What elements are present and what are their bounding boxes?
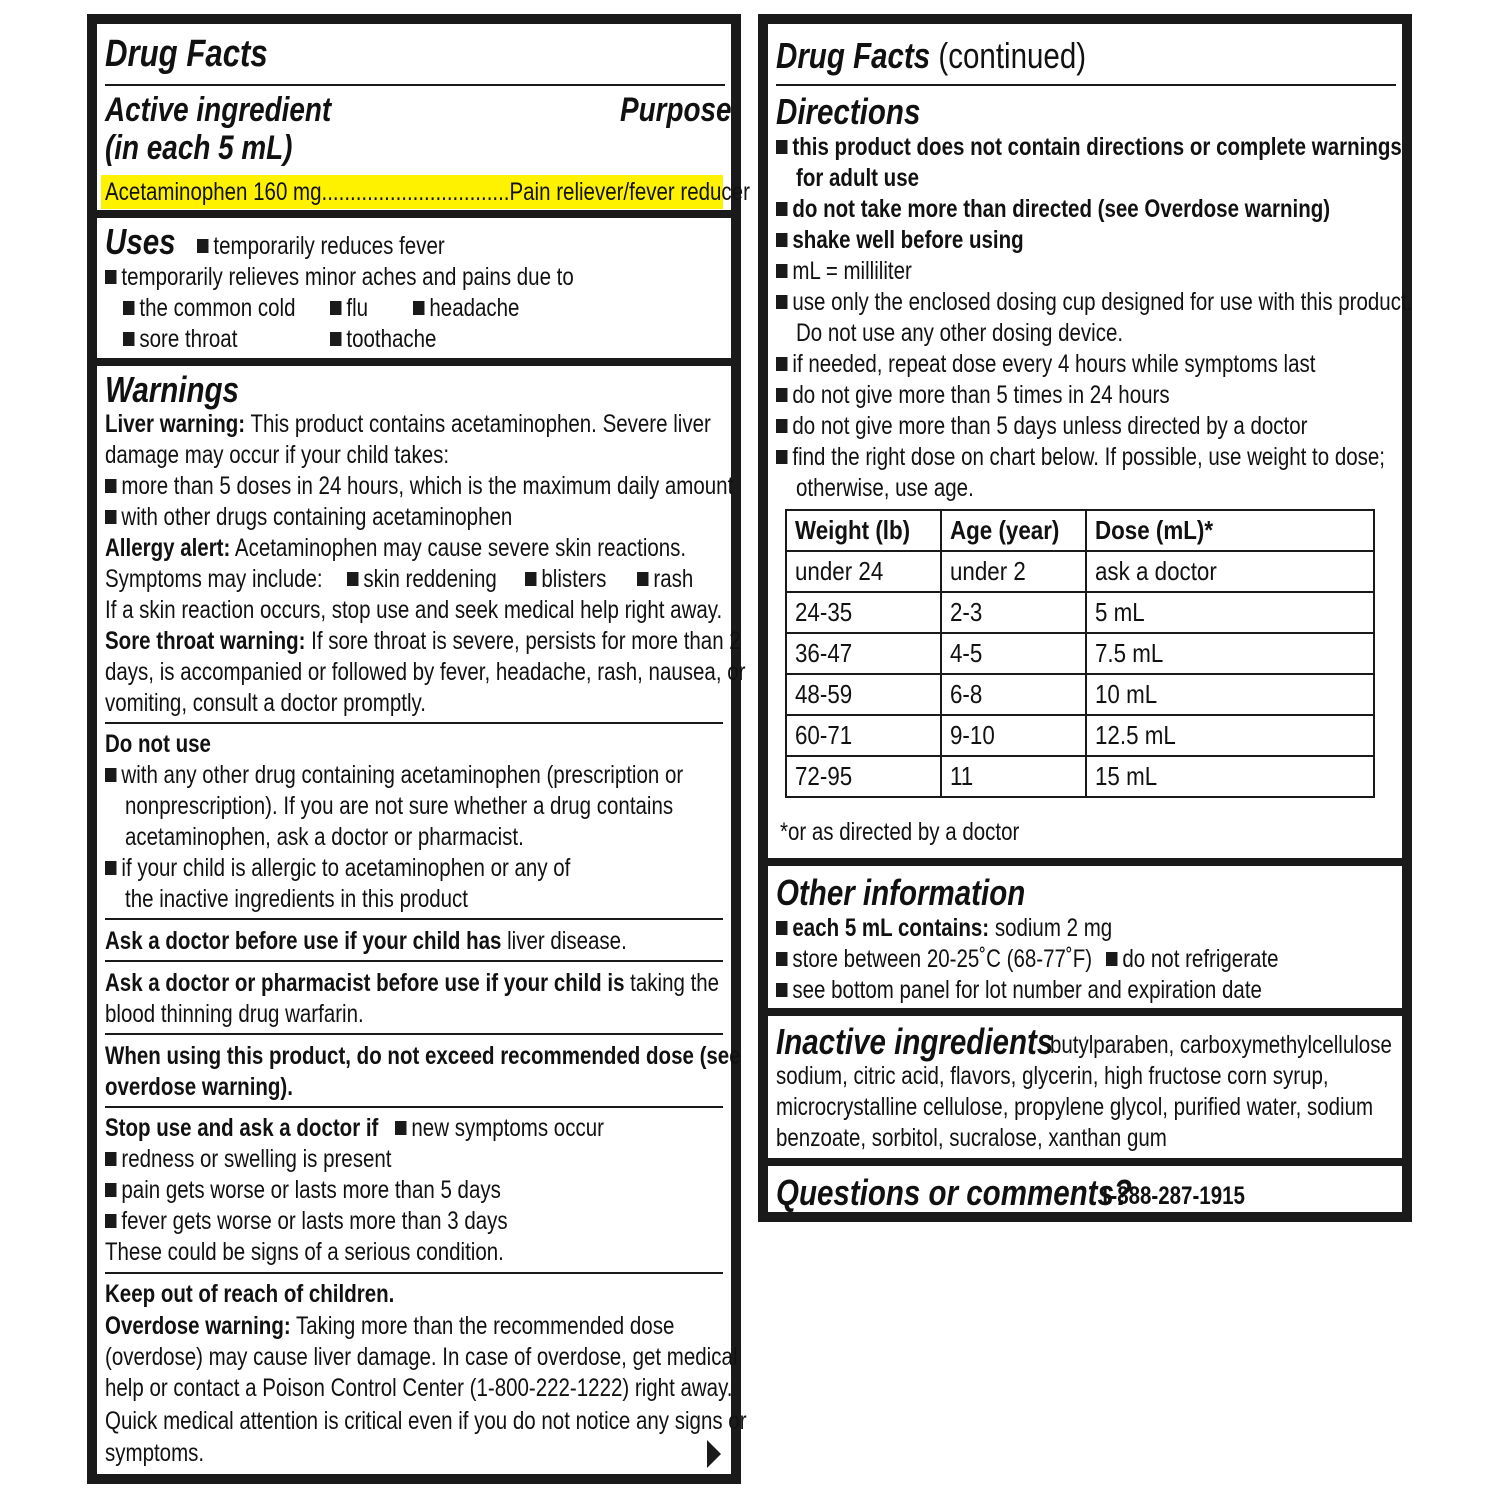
bullet-icon [1106, 952, 1117, 966]
other-info-item: each 5 mL contains: sodium 2 mg [776, 913, 1186, 944]
other-info-item: store between 20-25˚C (68-77˚F) [776, 944, 1161, 975]
when-using: When using this product, do not exceed recommended dose (see [105, 1042, 741, 1070]
directions-item: find the right dose on chart below. If possible, use weight to dose; [776, 442, 1500, 473]
table-cell: 60-71 [786, 715, 941, 756]
bullet-icon [105, 270, 116, 284]
liver-item: more than 5 doses in 24 hours, which is the maximum daily amount [105, 471, 871, 502]
table-cell: 5 mL [1086, 592, 1374, 633]
table-cell: 9-10 [941, 715, 1086, 756]
drug-facts-title: Drug Facts [105, 33, 268, 75]
other-information-heading: Other information [776, 872, 1026, 913]
bullet-icon [105, 861, 116, 875]
ingredient-line: Acetaminophen 160 mg.................................Pain reliever/fever reducer [105, 178, 750, 206]
bullet-icon [105, 1183, 116, 1197]
table-cell: under 24 [786, 551, 941, 592]
bullet-icon [105, 510, 116, 524]
bullet-icon [776, 264, 787, 278]
overdose-warning-cont: help or contact a Poison Control Center (1-800-222-1222) right away. [105, 1374, 733, 1402]
inactive-ingredients-text: benzoate, sorbitol, sucralose, xanthan gum [776, 1124, 1167, 1152]
do-not-use-item: if your child is allergic to acetaminophen or any of [105, 853, 673, 884]
stop-use-heading: Stop use and ask a doctor if [105, 1114, 379, 1142]
do-not-use-heading: Do not use [105, 730, 211, 758]
directions-item: mL = milliliter [776, 256, 942, 287]
dose-table-header: Age (year) [941, 510, 1086, 551]
symptom-item: skin reddening [347, 564, 530, 595]
table-cell: 4-5 [941, 633, 1086, 674]
bullet-icon [330, 332, 341, 346]
continue-arrow-icon [707, 1440, 721, 1468]
inactive-ingredients-text: butylparaben, carboxymethylcellulose [1050, 1031, 1392, 1059]
table-row [786, 592, 1374, 633]
liver-warning: Liver warning: This product contains acetaminophen. Severe liver [105, 410, 711, 438]
table-cell: 6-8 [941, 674, 1086, 715]
other-info-item: see bottom panel for lot number and expiration date [776, 975, 1369, 1006]
bullet-icon [776, 295, 787, 309]
do-not-use-item-cont: acetaminophen, ask a doctor or pharmacist. [125, 823, 524, 851]
table-cell: ask a doctor [1086, 551, 1374, 592]
bullet-icon [123, 332, 134, 346]
overdose-warning: Overdose warning: Taking more than the recommended dose [105, 1312, 675, 1340]
directions-item: this product does not contain directions or complete warnings [776, 132, 1500, 163]
other-info-item: do not refrigerate [1106, 944, 1316, 975]
active-ingredient-heading: Active ingredient [105, 91, 332, 129]
stop-use-item: redness or swelling is present [105, 1144, 454, 1175]
bullet-icon [776, 921, 787, 935]
directions-heading: Directions [776, 91, 921, 132]
bullet-icon [197, 239, 208, 253]
keep-out-of-reach: Keep out of reach of children. [105, 1280, 395, 1308]
directions-item: do not give more than 5 days unless directed by a doctor [776, 411, 1424, 442]
serious-condition-text: These could be signs of a serious condition. [105, 1238, 504, 1266]
directions-item: if needed, repeat dose every 4 hours while symptoms last [776, 349, 1434, 380]
bullet-icon [123, 301, 134, 315]
table-cell: 15 mL [1086, 756, 1374, 797]
bullet-icon [525, 572, 536, 586]
directions-item: shake well before using [776, 225, 1078, 256]
uses-item: temporarily reduces fever [197, 231, 499, 262]
when-using-cont: overdose warning). [105, 1073, 293, 1101]
dose-table-header-row [786, 510, 1374, 551]
do-not-use-item-cont: nonprescription). If you are not sure whether a drug contains [125, 792, 674, 820]
sore-throat-cont: days, is accompanied or followed by fever, headache, rash, nausea, or [105, 658, 746, 686]
ask-pharmacist: Ask a doctor or pharmacist before use if your child is taking the [105, 969, 720, 997]
uses-item: the common cold [123, 293, 333, 324]
inactive-ingredients-heading: Inactive ingredients [776, 1021, 1054, 1062]
directions-item-cont: for adult use [796, 164, 920, 192]
overdose-warning-cont: symptoms. [105, 1439, 205, 1467]
bullet-icon [105, 1152, 116, 1166]
dose-table-header: Weight (lb) [786, 510, 941, 551]
table-row [786, 674, 1374, 715]
warnings-heading: Warnings [105, 369, 239, 410]
inactive-ingredients-text: microcrystalline cellulose, propylene glycol, purified water, sodium [776, 1093, 1374, 1121]
bullet-icon [105, 1214, 116, 1228]
do-not-use-item-cont: the inactive ingredients in this product [125, 885, 469, 913]
table-row [786, 633, 1374, 674]
do-not-use-item: with any other drug containing acetaminophen (prescription or [105, 760, 810, 791]
uses-item: headache [413, 293, 543, 324]
bullet-icon [776, 983, 787, 997]
overdose-warning-cont: Quick medical attention is critical even if you do not notice any signs or [105, 1407, 747, 1435]
inactive-ingredients-text: sodium, citric acid, flavors, glycerin, high fructose corn syrup, [776, 1062, 1329, 1090]
directions-item-cont: otherwise, use age. [796, 474, 974, 502]
skin-reaction-text: If a skin reaction occurs, stop use and seek medical help right away. [105, 596, 723, 624]
stop-use-item: fever gets worse or lasts more than 3 days [105, 1206, 596, 1237]
uses-item: temporarily relieves minor aches and pains due to [105, 262, 677, 293]
table-cell: 10 mL [1086, 674, 1374, 715]
bullet-icon [776, 952, 787, 966]
directions-item: use only the enclosed dosing cup designed for use with this product. [776, 287, 1500, 318]
questions-heading: Questions or comments? [776, 1172, 1132, 1213]
table-cell: 36-47 [786, 633, 941, 674]
drug-facts-right-panel [758, 14, 1412, 1222]
table-cell: 2-3 [941, 592, 1086, 633]
bullet-icon [637, 572, 648, 586]
directions-item-cont: Do not use any other dosing device. [796, 319, 1124, 347]
sore-throat-warning: Sore throat warning: If sore throat is severe, persists for more than 2 [105, 627, 741, 655]
drug-facts-continued-title: Drug Facts (continued) [776, 35, 1087, 76]
table-cell: 7.5 mL [1086, 633, 1374, 674]
symptom-item: rash [637, 564, 706, 595]
table-row [786, 551, 1374, 592]
table-cell: 12.5 mL [1086, 715, 1374, 756]
sore-throat-cont: vomiting, consult a doctor promptly. [105, 689, 426, 717]
bullet-icon [395, 1121, 406, 1135]
stop-use-item: pain gets worse or lasts more than 5 days [105, 1175, 588, 1206]
table-cell: 11 [941, 756, 1086, 797]
bullet-icon [776, 140, 787, 154]
table-cell: under 2 [941, 551, 1086, 592]
bullet-icon [776, 202, 787, 216]
table-row [786, 756, 1374, 797]
questions-phone: 1-888-287-1915 [1099, 1182, 1245, 1210]
dose-table [785, 509, 1375, 798]
symptoms-label: Symptoms may include: [105, 565, 323, 593]
uses-heading: Uses [105, 221, 176, 262]
uses-item: flu [330, 293, 376, 324]
bullet-icon [776, 419, 787, 433]
bullet-icon [776, 233, 787, 247]
bullet-icon [776, 450, 787, 464]
liver-item: with other drugs containing acetaminophen [105, 502, 602, 533]
overdose-warning-cont: (overdose) may cause liver damage. In case of overdose, get medical [105, 1343, 738, 1371]
uses-item: toothache [330, 324, 460, 355]
bullet-icon [105, 479, 116, 493]
liver-warning-cont: damage may occur if your child takes: [105, 441, 450, 469]
bullet-icon [347, 572, 358, 586]
bullet-icon [330, 301, 341, 315]
ask-doctor: Ask a doctor before use if your child has liver disease. [105, 927, 627, 955]
symptom-item: blisters [525, 564, 624, 595]
purpose-heading: Purpose [620, 91, 732, 129]
bullet-icon [776, 357, 787, 371]
dose-table-footnote: *or as directed by a doctor [780, 818, 1020, 846]
table-cell: 72-95 [786, 756, 941, 797]
drug-facts-left-panel [87, 14, 750, 1484]
active-ingredient-sub: (in each 5 mL) [105, 129, 293, 167]
table-cell: 48-59 [786, 674, 941, 715]
bullet-icon [413, 301, 424, 315]
uses-item: sore throat [123, 324, 263, 355]
table-row [786, 715, 1374, 756]
directions-item: do not give more than 5 times in 24 hours [776, 380, 1256, 411]
stop-use-item: new symptoms occur [395, 1113, 650, 1144]
ask-pharmacist-cont: blood thinning drug warfarin. [105, 1000, 364, 1028]
table-cell: 24-35 [786, 592, 941, 633]
bullet-icon [105, 768, 116, 782]
allergy-alert: Allergy alert: Acetaminophen may cause severe skin reactions. [105, 534, 687, 562]
dose-table-header: Dose (mL)* [1086, 510, 1374, 551]
directions-item: do not take more than directed (see Overdose warning) [776, 194, 1452, 225]
bullet-icon [776, 388, 787, 402]
